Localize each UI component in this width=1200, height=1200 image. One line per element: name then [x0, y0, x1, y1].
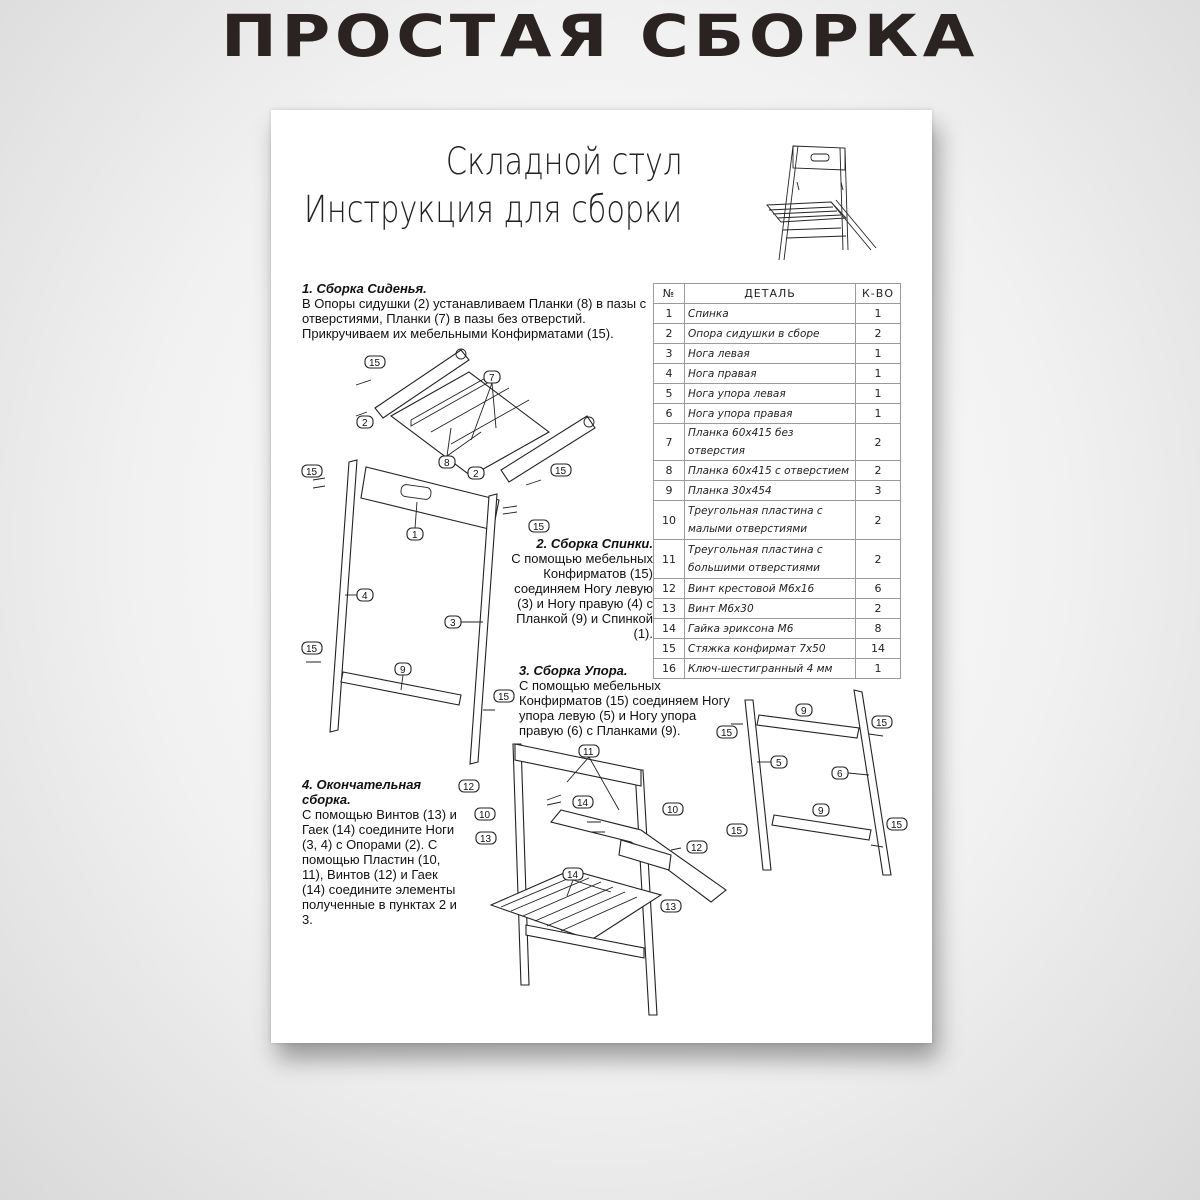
svg-text:8: 8 [444, 458, 450, 469]
final-assembly-drawing [459, 744, 726, 1015]
table-row: 3 Нога левая 1 [654, 344, 901, 364]
svg-text:7: 7 [489, 373, 495, 384]
callout-15-d [529, 520, 549, 533]
step-3-heading: 3. Сборка Упора. [519, 663, 628, 678]
callout-5 [771, 756, 787, 769]
callout-15-i [887, 818, 907, 831]
table-row: 16 Ключ-шестигранный 4 мм 1 [654, 659, 901, 679]
callout-12-a [459, 780, 479, 793]
callout-10-b [663, 803, 683, 816]
step-2-heading: 2. Сборка Спинки. [536, 536, 653, 551]
seat-assembly-drawing [356, 349, 595, 485]
step-2-text [503, 536, 653, 641]
callout-13-b [661, 900, 681, 913]
callout-3 [445, 616, 461, 629]
chair-thumbnail-illustration [767, 146, 876, 260]
svg-text:15: 15 [731, 826, 743, 837]
instruction-sheet [271, 110, 932, 1043]
svg-text:1: 1 [412, 530, 418, 541]
svg-text:9: 9 [818, 806, 824, 817]
svg-text:2: 2 [362, 418, 368, 429]
svg-text:2: 2 [473, 469, 479, 480]
svg-text:14: 14 [567, 870, 579, 881]
step-4-text [302, 777, 462, 927]
svg-text:10: 10 [479, 810, 491, 821]
callout-2-a [357, 416, 373, 429]
step-2-body: С помощью мебельных Конфирматов (15) соединяем Ногу левую (3) и Ногу правую (4) с Планкой (9) и Спинкой (1). [511, 551, 653, 641]
callout-14-b [563, 868, 583, 881]
table-row: 10 Треугольная пластина с малыми отверстиями 2 [654, 501, 901, 540]
step-1-text [302, 281, 652, 341]
callout-15-a [365, 356, 385, 369]
callout-6 [832, 767, 848, 780]
svg-text:15: 15 [891, 820, 903, 831]
col-number-header: № [654, 284, 685, 304]
stop-assembly-drawing [717, 690, 907, 875]
step-4-heading: 4. Окончательная сборка. [302, 777, 422, 807]
callout-13-a [476, 832, 496, 845]
table-row: 9 Планка 30x454 3 [654, 481, 901, 501]
svg-text:15: 15 [369, 358, 381, 369]
svg-text:13: 13 [480, 834, 492, 845]
step-1-heading: 1. Сборка Сиденья. [302, 281, 427, 296]
svg-text:15: 15 [306, 467, 318, 478]
table-row: 14 Гайка эриксона М6 8 [654, 619, 901, 639]
svg-text:15: 15 [498, 692, 510, 703]
callout-11 [579, 745, 599, 758]
svg-text:13: 13 [665, 902, 677, 913]
callout-9-b [796, 704, 812, 717]
step-1-body: В Опоры сидушки (2) устанавливаем Планки (8) в пазы с отверстиями, Планки (7) в пазы без отверстий. Прикручиваем их мебельными Конфирматами (15). [302, 296, 647, 341]
document-title: Складной стул [445, 140, 682, 183]
callout-12-b [687, 841, 707, 854]
step-3-body: С помощью мебельных Конфирматов (15) соединяем Ногу упора левую (5) и Ногу упора правую (6) с Планками (9). [519, 678, 730, 738]
callout-1 [407, 528, 423, 541]
callout-10-a [475, 808, 495, 821]
callout-15-g [872, 716, 892, 729]
svg-text:15: 15 [555, 466, 567, 477]
parts-table-header [654, 284, 901, 304]
svg-text:10: 10 [667, 805, 679, 816]
table-row: 12 Винт крестовой М6x16 6 [654, 579, 901, 599]
svg-text:9: 9 [400, 665, 406, 676]
callout-9-c [813, 804, 829, 817]
banner-title: ПРОСТАЯ СБОРКА [221, 2, 979, 70]
callout-15-e [302, 642, 322, 655]
col-part-header: ДЕТАЛЬ [685, 284, 856, 304]
svg-text:15: 15 [306, 644, 318, 655]
svg-text:9: 9 [801, 706, 807, 717]
svg-text:15: 15 [533, 522, 545, 533]
callout-15-j [727, 824, 747, 837]
svg-text:4: 4 [362, 591, 368, 602]
document-subtitle: Инструкция для сборки [303, 188, 682, 231]
table-row: 4 Нога правая 1 [654, 364, 901, 384]
table-row: 5 Нога упора левая 1 [654, 384, 901, 404]
svg-text:12: 12 [463, 782, 475, 793]
svg-text:12: 12 [691, 843, 703, 854]
svg-text:15: 15 [721, 728, 733, 739]
table-row: 8 Планка 60x415 с отверстием 2 [654, 461, 901, 481]
svg-text:11: 11 [583, 747, 594, 758]
table-row: 1 Спинка 1 [654, 304, 901, 324]
table-row: 13 Винт М6x30 2 [654, 599, 901, 619]
svg-text:3: 3 [450, 618, 456, 629]
table-row: 7 Планка 60x415 без отверстия 2 [654, 424, 901, 461]
table-row: 2 Опора сидушки в сборе 2 [654, 324, 901, 344]
callout-4 [357, 589, 373, 602]
svg-text:5: 5 [776, 758, 782, 769]
callout-9-a [395, 663, 411, 676]
table-row: 6 Нога упора правая 1 [654, 404, 901, 424]
step-4-body: С помощью Винтов (13) и Гаек (14) соедините Ноги (3, 4) с Опорами (2). С помощью Пластин (10, 11), Винтов (12) и Гаек (14) соедините элементы полученные в пунктах 2 и 3. [302, 807, 457, 927]
col-qty-header: К-ВО [856, 284, 901, 304]
table-row: 11 Треугольная пластина с большими отверстиями 2 [654, 540, 901, 579]
callout-8 [439, 456, 455, 469]
table-row: 15 Стяжка конфирмат 7x50 14 [654, 639, 901, 659]
svg-text:6: 6 [837, 769, 843, 780]
callout-14-a [573, 796, 593, 809]
callout-7 [484, 371, 500, 384]
svg-text:15: 15 [876, 718, 888, 729]
callout-15-b [551, 464, 571, 477]
svg-text:14: 14 [577, 798, 589, 809]
callout-2-b [468, 467, 484, 480]
callout-15-c [302, 465, 322, 478]
parts-table [653, 283, 901, 679]
callout-15-f [494, 690, 514, 703]
